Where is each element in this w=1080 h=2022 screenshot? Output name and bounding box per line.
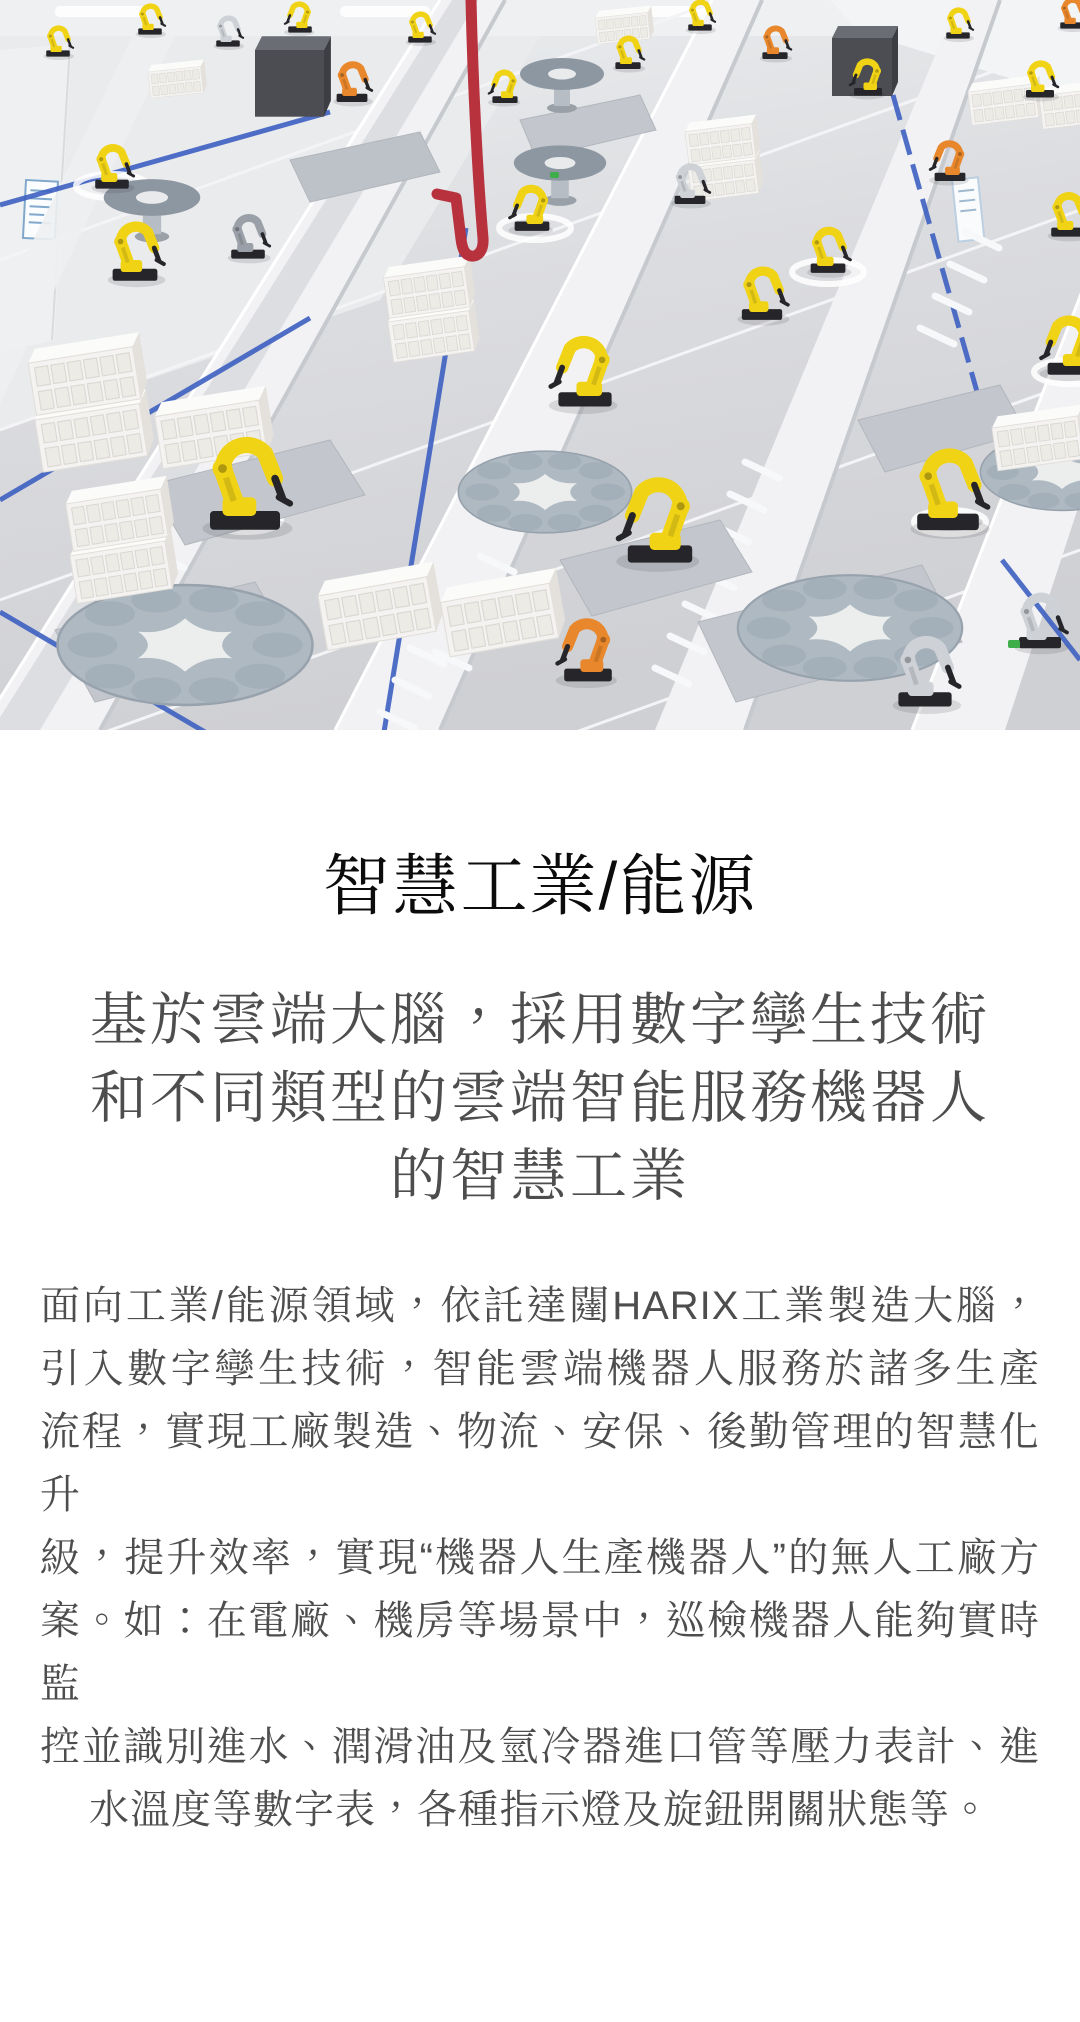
subtitle-line: 和不同類型的雲端智能服務機器人 [40,1059,1040,1137]
body-line: 面向工業/能源領域，依託達闥HARIX工業製造大腦， [40,1275,1040,1338]
body-line: 水溫度等數字表，各種指示燈及旋鈕開關狀態等。 [40,1779,1040,1842]
body-line: 引入數字孿生技術，智能雲端機器人服務於諸多生產 [40,1338,1040,1401]
green-end-effector [1008,640,1020,648]
green-end-effector [550,172,559,178]
page-title: 智慧工業/能源 [40,848,1040,925]
subtitle-line: 的智慧工業 [40,1137,1040,1215]
body-line: 控並識別進水、潤滑油及氫冷器進口管等壓力表計、進 [40,1716,1040,1779]
body-line: 級，提升效率，實現“機器人生產機器人”的無人工廠方 [40,1527,1040,1590]
subtitle-line: 基於雲端大腦，採用數字孿生技術 [40,981,1040,1059]
factory-hero-image [0,0,1080,730]
content-section [0,848,1080,2022]
body-line: 案。如：在電廠、機房等場景中，巡檢機器人能夠實時監 [40,1590,1040,1716]
body-line: 流程，實現工廠製造、物流、安保、後勤管理的智慧化升 [40,1401,1040,1527]
subtitle [40,981,1040,1215]
body-paragraph [40,1275,1040,1842]
